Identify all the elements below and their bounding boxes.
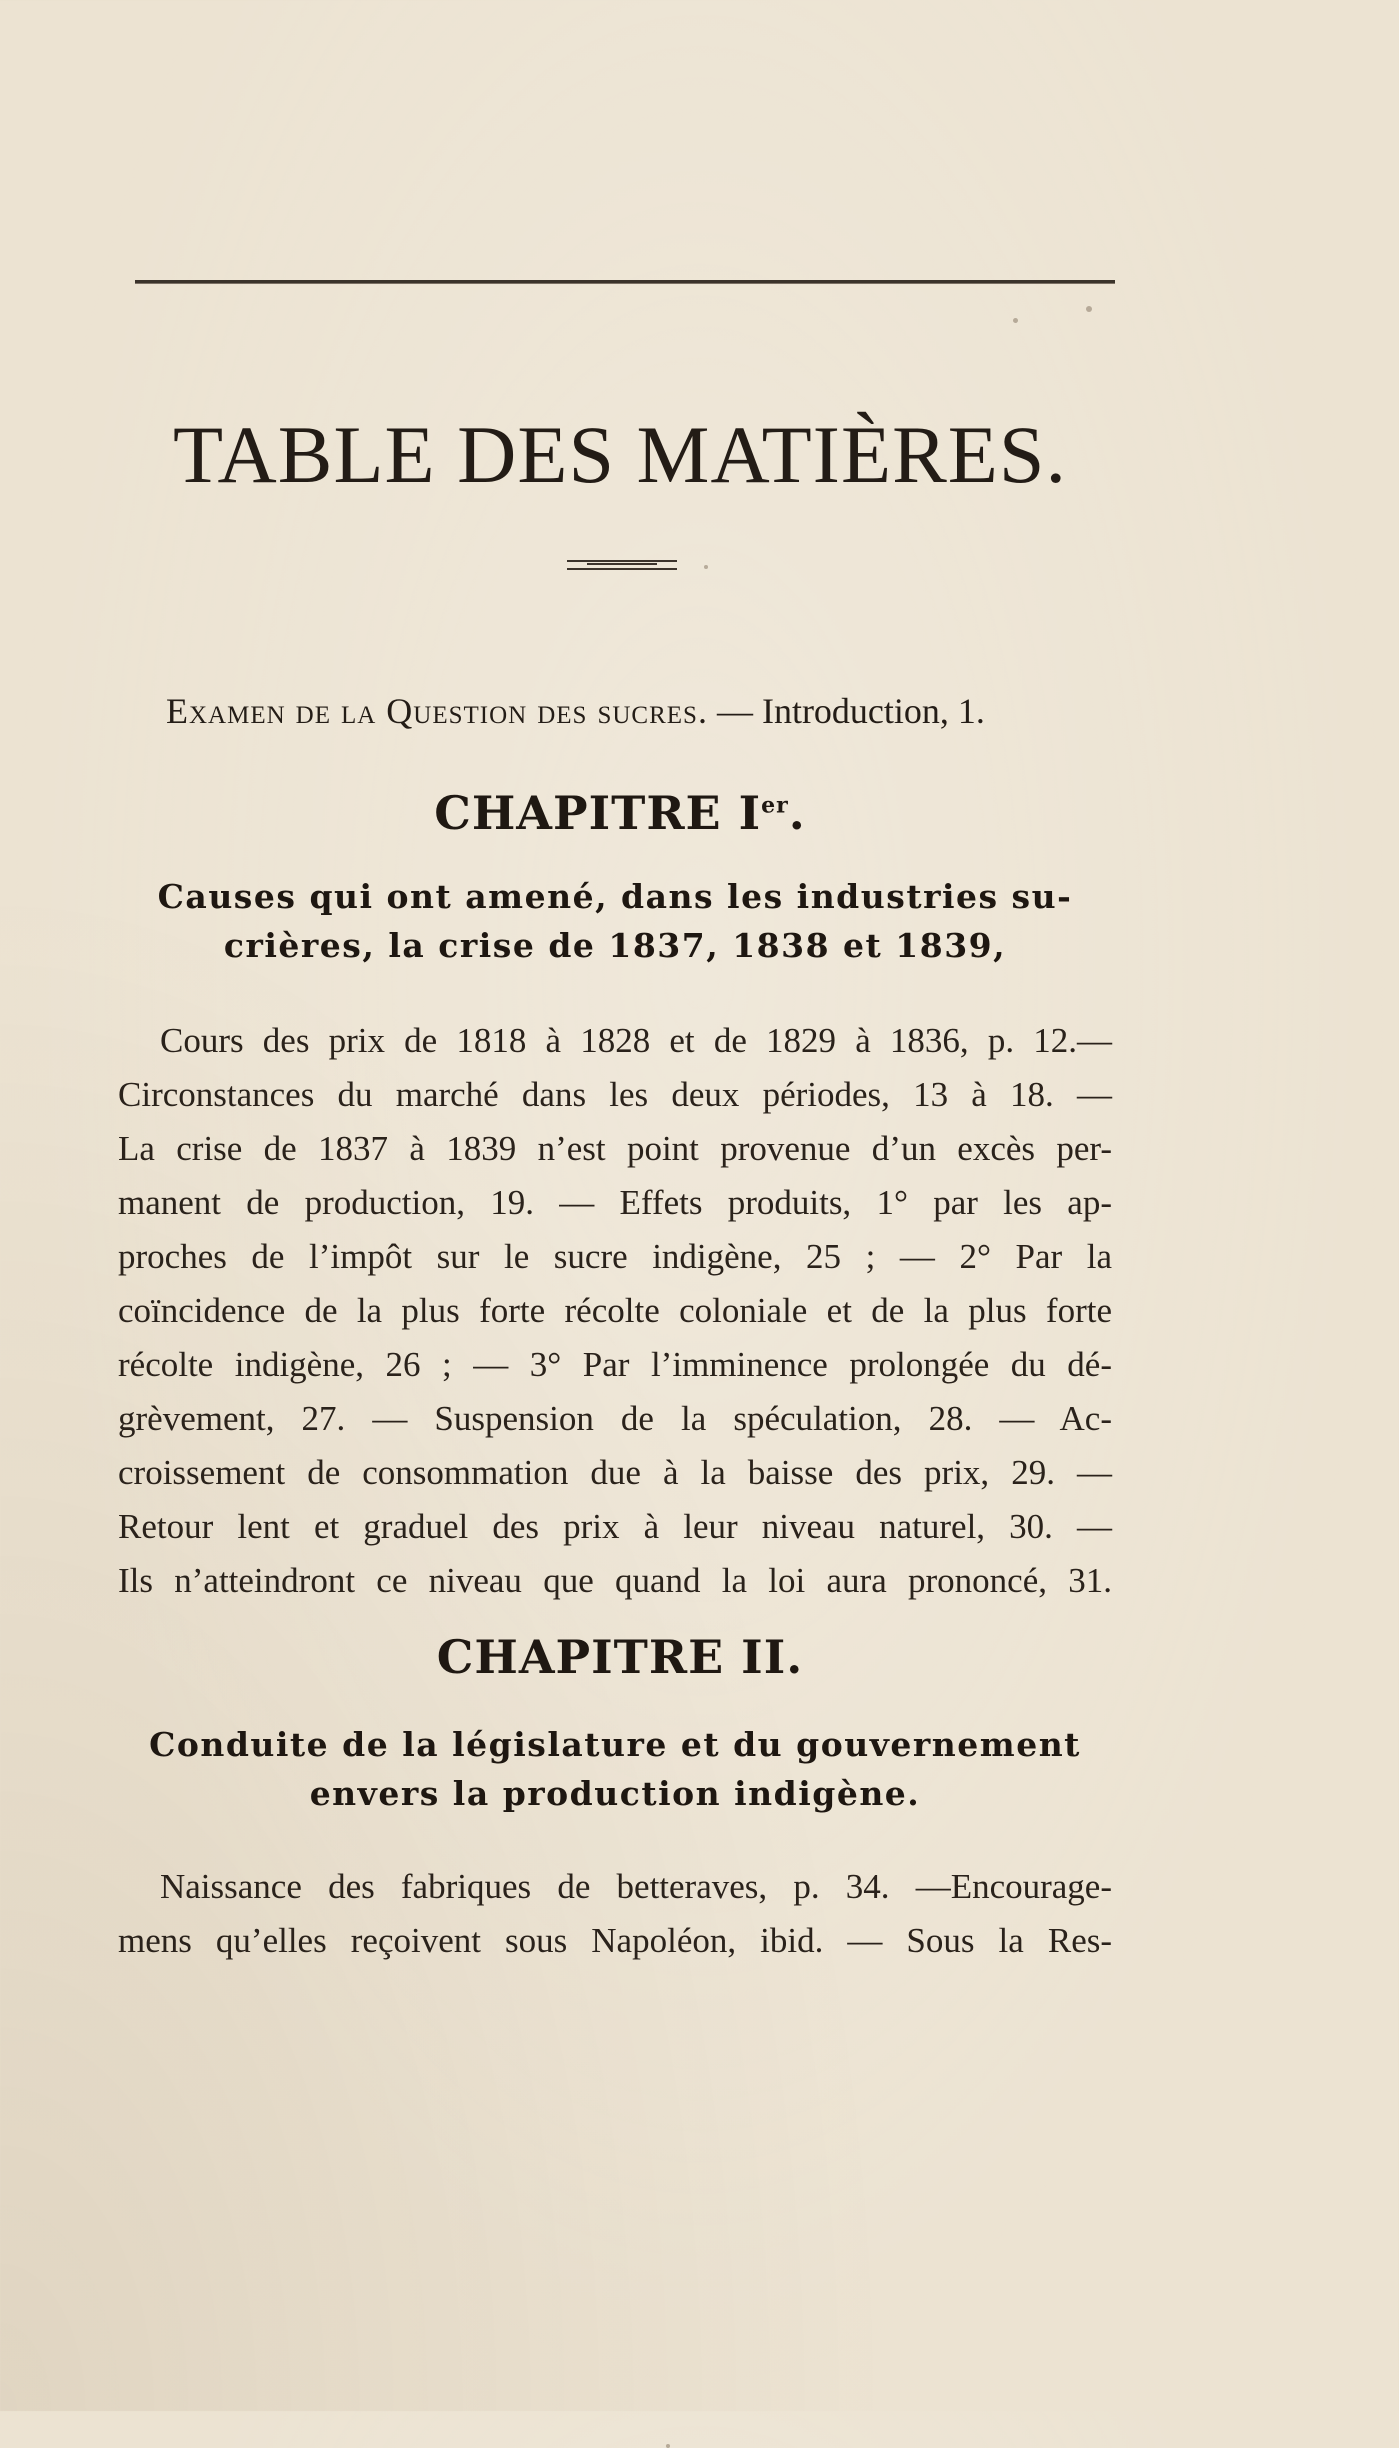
page-title: TABLE DES MATIÈRES. [173,409,1067,500]
chapter-2-summary [118,1860,1112,1968]
summary-line: Ils n’atteindront ce niveau que quand la loi aura prononcé, 31. [118,1561,1112,1600]
paper-speck [1013,318,1018,323]
introduction-entry [166,690,1116,732]
summary-line: La crise de 1837 à 1839 n’est point provenue d’un excès per- [118,1129,1112,1168]
chapter-2-subtitle-line: Conduite de la législature et du gouvernement [149,1725,1081,1764]
chapter-1-heading [120,786,1120,840]
summary-line: manent de production, 19. — Effets produits, 1° par les ap- [118,1183,1112,1222]
chapter-1-heading-suffix: . [788,786,806,840]
chapter-1-summary [118,1014,1112,1608]
summary-line: Circonstances du marché dans les deux périodes, 13 à 18. — [118,1075,1112,1114]
chapter-2-heading-suffix: . [786,1630,804,1684]
summary-line: grèvement, 27. — Suspension de la spéculation, 28. — Ac- [118,1399,1112,1438]
chapter-2-subtitle-line: envers la production indigène. [309,1774,921,1813]
paper-speck [1086,306,1092,312]
summary-line: coïncidence de la plus forte récolte coloniale et de la plus forte [118,1291,1112,1330]
paper-speck [666,2444,670,2448]
chapter-2-subtitle [115,1720,1115,1818]
introduction-entry-title: Examen de la Question des sucres. [166,691,708,731]
ornament-rule [567,560,677,570]
chapter-1-subtitle-line: crières, la crise de 1837, 1838 et 1839, [223,926,1007,965]
summary-line: Naissance des fabriques de betteraves, p. 34. —Encourage- [160,1867,1112,1906]
chapter-1-subtitle [115,872,1115,970]
chapter-2-heading [120,1630,1120,1684]
summary-line: récolte indigène, 26 ; — 3° Par l’imminence prolongée du dé- [118,1345,1112,1384]
summary-line: mens qu’elles reçoivent sous Napoléon, ibid. — Sous la Res- [118,1921,1112,1960]
chapter-1-heading-sup: er [761,792,789,819]
introduction-entry-page: — Introduction, 1. [707,691,985,731]
summary-line: proches de l’impôt sur le sucre indigène, 25 ; — 2° Par la [118,1237,1112,1276]
summary-line: croissement de consommation due à la baisse des prix, 29. — [118,1453,1112,1492]
chapter-1-heading-text: CHAPITRE I [434,786,762,840]
summary-line: Cours des prix de 1818 à 1828 et de 1829 à 1836, p. 12.— [160,1021,1112,1060]
chapter-2-heading-text: CHAPITRE II [436,1630,787,1684]
chapter-1-subtitle-line: Causes qui ont amené, dans les industries su- [157,877,1073,916]
paper-speck [704,565,708,569]
summary-line: Retour lent et graduel des prix à leur niveau naturel, 30. — [118,1507,1112,1546]
top-rule [135,280,1115,284]
